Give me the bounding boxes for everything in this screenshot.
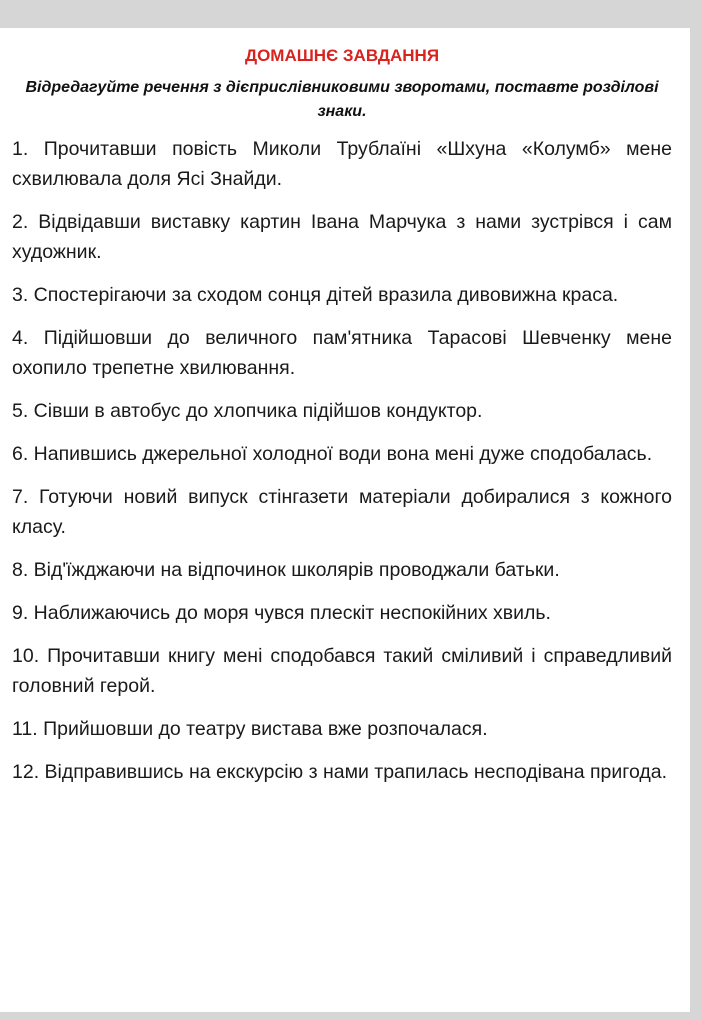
sentence-item-4: 4. Підійшовши до величного пам'ятника Тарасові Шевченку мене охопило трепетне хвилювання. — [12, 327, 672, 379]
sentence-item-10: 10. Прочитавши книгу мені сподобався такий сміливий і справедливий головний герой. — [12, 645, 672, 697]
sentence-item-2: 2. Відвідавши виставку картин Івана Марчука з нами зустрівся і сам художник. — [12, 211, 672, 263]
sentence-item-6: 6. Напившись джерельної холодної води вона мені дуже сподобалась. — [12, 443, 653, 465]
page-title: ДОМАШНЄ ЗАВДАННЯ — [244, 46, 440, 65]
sentence-item-12: 12. Відправившись на екскурсію з нами трапилась несподівана пригода. — [12, 761, 668, 783]
sentence-item-9: 9. Наближаючись до моря чувся плескіт неспокійних хвиль. — [12, 602, 551, 624]
sentence-item-7: 7. Готуючи новий випуск стінгазети матеріали добиралися з кожного класу. — [12, 486, 672, 538]
sentence-item-8: 8. Від'їжджаючи на відпочинок школярів проводжали батьки. — [12, 559, 560, 581]
sentence-item-11: 11. Прийшовши до театру вистава вже розпочалася. — [12, 718, 488, 740]
document-page — [0, 28, 690, 1012]
sentence-item-5: 5. Сівши в автобус до хлопчика підійшов кондуктор. — [12, 400, 483, 422]
sentence-item-3: 3. Спостерігаючи за сходом сонця дітей вразила дивовижна краса. — [12, 284, 619, 306]
sentence-list — [12, 134, 672, 787]
task-instruction: Відредагуйте речення з дієприслівниковими зворотами, поставте розділові знаки. — [25, 79, 659, 120]
sentence-item-1: 1. Прочитавши повість Миколи Трублаїні «Шхуна «Колумб» мене схвилювала доля Ясі Знайди. — [12, 138, 672, 190]
